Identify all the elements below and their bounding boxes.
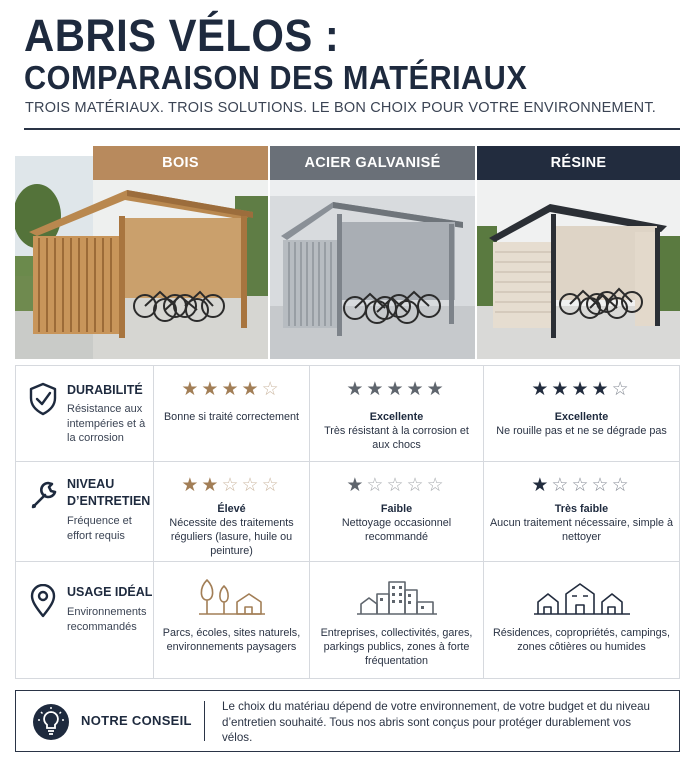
comparison-table xyxy=(15,365,680,679)
star-rating: ★☆☆☆☆ xyxy=(531,475,632,496)
cell-bois-usage xyxy=(153,562,309,678)
advice-box xyxy=(15,690,680,752)
star-rating: ★★★★★ xyxy=(346,379,447,400)
cell-rating-label: Faible xyxy=(380,503,413,515)
shelter-images xyxy=(15,156,680,359)
star-rating: ★★★★☆ xyxy=(181,379,282,400)
cell-rating-label: Élevé xyxy=(217,503,246,515)
cell-description: Aucun traitement nécessaire, simple à nettoyer xyxy=(489,517,674,543)
cell-description: Parcs, écoles, sites naturels, environnements paysagers xyxy=(162,627,301,653)
cell-bois-durabilite xyxy=(153,366,309,461)
trees-house-icon xyxy=(197,576,267,618)
column-header-resine: RÉSINE xyxy=(477,146,680,180)
page-subtitle: TROIS MATÉRIAUX. TROIS SOLUTIONS. LE BON CHOIX POUR VOTRE ENVIRONNEMENT. xyxy=(25,100,657,116)
cell-description: Très résistant à la corrosion et aux chocs xyxy=(324,425,469,451)
steel-shelter-image xyxy=(270,180,475,359)
lightbulb-icon xyxy=(33,704,69,740)
page-title-line2: COMPARAISON DES MATÉRIAUX xyxy=(24,59,528,96)
city-buildings-icon xyxy=(355,576,439,618)
column-header-acier: ACIER GALVANISÉ xyxy=(270,146,475,180)
cell-description: Résidences, copropriétés, campings, zones côtières ou humides xyxy=(492,627,671,653)
advice-title: NOTRE CONSEIL xyxy=(81,713,192,728)
header-divider xyxy=(24,128,680,130)
cell-description: Ne rouille pas et ne se dégrade pas xyxy=(496,425,667,437)
wrench-icon xyxy=(28,478,58,512)
cell-rating-label: Excellente xyxy=(554,411,609,423)
star-rating: ★★★★☆ xyxy=(531,379,632,400)
criterion-title: DURABILITÉ xyxy=(67,383,143,397)
cell-resine-usage xyxy=(483,562,679,678)
shield-check-icon xyxy=(28,382,58,416)
criterion-title: NIVEAU D’ENTRETIEN xyxy=(67,477,151,508)
table-row xyxy=(16,462,679,562)
star-rating: ★☆☆☆☆ xyxy=(346,475,447,496)
cell-description: Nettoyage occasionnel recommandé xyxy=(341,517,452,543)
criterion-subtitle: Résistance aux intempéries et à la corrosion xyxy=(67,403,146,444)
advice-divider xyxy=(204,701,205,741)
cell-description: Nécessite des traitements réguliers (lasure, huile ou peinture) xyxy=(169,517,294,557)
houses-icon xyxy=(532,576,632,618)
cell-resine-entretien xyxy=(483,462,679,561)
column-header-bois: BOIS xyxy=(93,146,268,180)
criterion-subtitle: Fréquence et effort requis xyxy=(67,515,132,542)
advice-text: Le choix du matériau dépend de votre environnement, de votre budget et du niveau d’entretien souhaité. Tous nos abris sont conçus pour protéger durablement vos vélos. xyxy=(222,700,650,744)
criterion-title: USAGE IDÉAL xyxy=(67,585,153,599)
cell-acier-entretien xyxy=(309,462,483,561)
cell-acier-durabilite xyxy=(309,366,483,461)
cell-bois-entretien xyxy=(153,462,309,561)
cell-acier-usage xyxy=(309,562,483,678)
cell-description: Entreprises, collectivités, gares, parkings publics, zones à forte fréquentation xyxy=(320,627,473,667)
cell-rating-label: Excellente xyxy=(369,411,424,423)
table-row xyxy=(16,366,679,462)
cell-description: Bonne si traité correctement xyxy=(163,411,300,423)
page-title: ABRIS VÉLOS : xyxy=(24,10,340,61)
cell-resine-durabilite xyxy=(483,366,679,461)
criterion-subtitle: Environnements recommandés xyxy=(67,606,147,633)
table-row xyxy=(16,562,679,678)
star-rating: ★★☆☆☆ xyxy=(181,475,282,496)
location-pin-icon xyxy=(28,584,58,618)
cell-rating-label: Très faible xyxy=(554,503,609,515)
resin-shelter-image xyxy=(477,180,680,359)
